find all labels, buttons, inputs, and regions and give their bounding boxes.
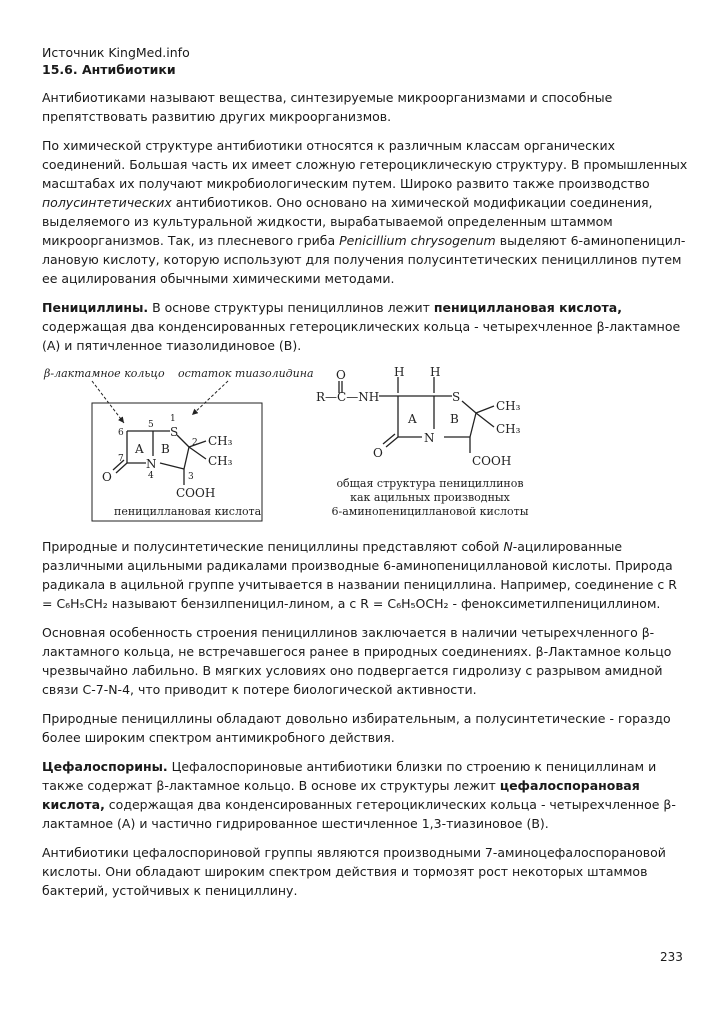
atom-number: 5 — [148, 420, 154, 430]
methyl-group-bottom: CH₃ — [208, 454, 233, 468]
thiazolidine-label: остаток тиазолидина — [178, 367, 314, 380]
carbonyl-oxygen: O — [373, 446, 383, 460]
paragraph-structure: По химической структуре антибиотики относятся к различным классам органических соединений. Большая часть их имеет сложную гетероциклическую структуру. В промышленных масштабах их получают микробиологическим путем. Широко развито также производство полусинтетических антибиотиков. Оно основано на химической модификации соединения, выделяемого из культуральной жидкости, вырабатываемой определенным штаммом микроорганизмов. Так, из плесневого гриба Penicillium chrysogenum выделяют 6-аминопеницил-лановую кислоту, которую используют для получения полусинтетических пенициллинов путем ее ацилирования обычными химическими методами. — [42, 138, 688, 286]
sulfur-atom: S — [452, 390, 461, 404]
atom-number: 4 — [148, 471, 154, 481]
source-line: Источник KingMed.info — [42, 45, 190, 60]
general-structure-caption: общая структура пенициллинов — [336, 477, 524, 490]
penicillanic-acid-caption: пенициллановая кислота — [114, 505, 262, 518]
penicillin-structures-figure — [42, 365, 690, 523]
paragraph-penicillins: Пенициллины. В основе структуры пенициллинов лежит пенициллановая кислота, содержащая два конденсированных гетероциклических кольца - четырехчленное β-лактамное (А) и пятичленное тиазолидиновое (В). — [42, 300, 681, 353]
methyl-group-top: CH₃ — [496, 399, 521, 413]
paragraph-beta-lactam: Основная особенность строения пенициллинов заключается в наличии четырехчленного β-лактамного кольца, не встречавшегося ранее в природных соединениях. β-Лактамное кольцо чрезвычайно лабильно. В мягких условиях оно подвергается гидролизу с разрывом амидной связи С-7-N-4, что приводит к потере биологической активности. — [42, 625, 672, 697]
general-structure-caption: 6-аминопенициллановой кислоты — [331, 505, 529, 518]
beta-lactam-label: β-лактамное кольцо — [44, 367, 165, 380]
atom-number: 2 — [192, 438, 198, 448]
ring-b-label: B — [450, 412, 459, 426]
general-penicillin-structure — [316, 365, 529, 518]
atom-number: 7 — [118, 454, 124, 464]
ring-a-label: A — [408, 412, 417, 426]
acyl-group: R—C—NH — [316, 390, 380, 404]
carboxyl-group: COOH — [176, 486, 216, 500]
ring-b-label: B — [161, 442, 170, 456]
methyl-group-top: CH₃ — [208, 434, 233, 448]
general-structure-caption: как ацильных производных — [350, 491, 510, 504]
nitrogen-atom: N — [424, 431, 435, 445]
penicillanic-acid-structure — [43, 367, 314, 521]
methyl-group-bottom: CH₃ — [496, 422, 521, 436]
beta-lactam-arrow — [92, 381, 124, 423]
paragraph-spectrum: Природные пенициллины обладают довольно избирательным, а полусинтетические - гораздо более широким спектром антимикробного действия. — [42, 711, 671, 745]
nitrogen-atom: N — [146, 457, 157, 471]
chemical-structures-diagram — [42, 365, 690, 523]
paragraph-acylated-derivatives: Природные и полусинтетические пенициллины представляют собой N-ацилированные различными ацильными радикалами производные 6-аминопенициллановой кислоты. Природа радикала в ацильной группе учитывается в названии пенициллина. Например, соединение с R = C₆H₅CH₂ называют бензилпеницил-лином, а с R = C₆H₅OCH₂ - феноксиметилпенициллином. — [42, 539, 677, 611]
sulfur-atom: S — [170, 425, 179, 439]
section-title: 15.6. Антибиотики — [42, 62, 176, 77]
carboxyl-group: COOH — [472, 454, 512, 468]
thiazolidine-arrow — [192, 381, 228, 415]
atom-number: 3 — [188, 472, 194, 482]
paragraph-cephalosporin-derivatives: Антибиотики цефалоспориновой группы являются производными 7-аминоцефалоспорановой кислоты. Они обладают широким спектром действия и тормозят рост некоторых штаммов бактерий, устойчивых к пенициллину. — [42, 845, 666, 898]
atom-number: 6 — [118, 428, 124, 438]
carbonyl-oxygen: O — [102, 470, 112, 484]
hydrogen-right: H — [430, 365, 441, 379]
ring-a-label: A — [135, 442, 144, 456]
document-page — [42, 44, 690, 910]
hydrogen-left: H — [394, 365, 405, 379]
atom-number: 1 — [170, 414, 176, 424]
acyl-carbonyl-oxygen: O — [336, 368, 346, 382]
paragraph-definition: Антибиотиками называют вещества, синтезируемые микроорганизмами и способные препятствовать развитию других микроорганизмов. — [42, 90, 613, 124]
paragraph-cephalosporins: Цефалоспорины. Цефалоспориновые антибиотики близки по строению к пенициллинам и также содержат β-лактамное кольцо. В основе их структуры лежит цефалоспорановая кислота, содержащая два конденсированных гетероциклических кольца - четырехчленное β-лактамное (А) и частично гидрированное шестичленное 1,3-тиазиновое (В). — [42, 759, 676, 831]
page-number: 233 — [660, 950, 683, 964]
